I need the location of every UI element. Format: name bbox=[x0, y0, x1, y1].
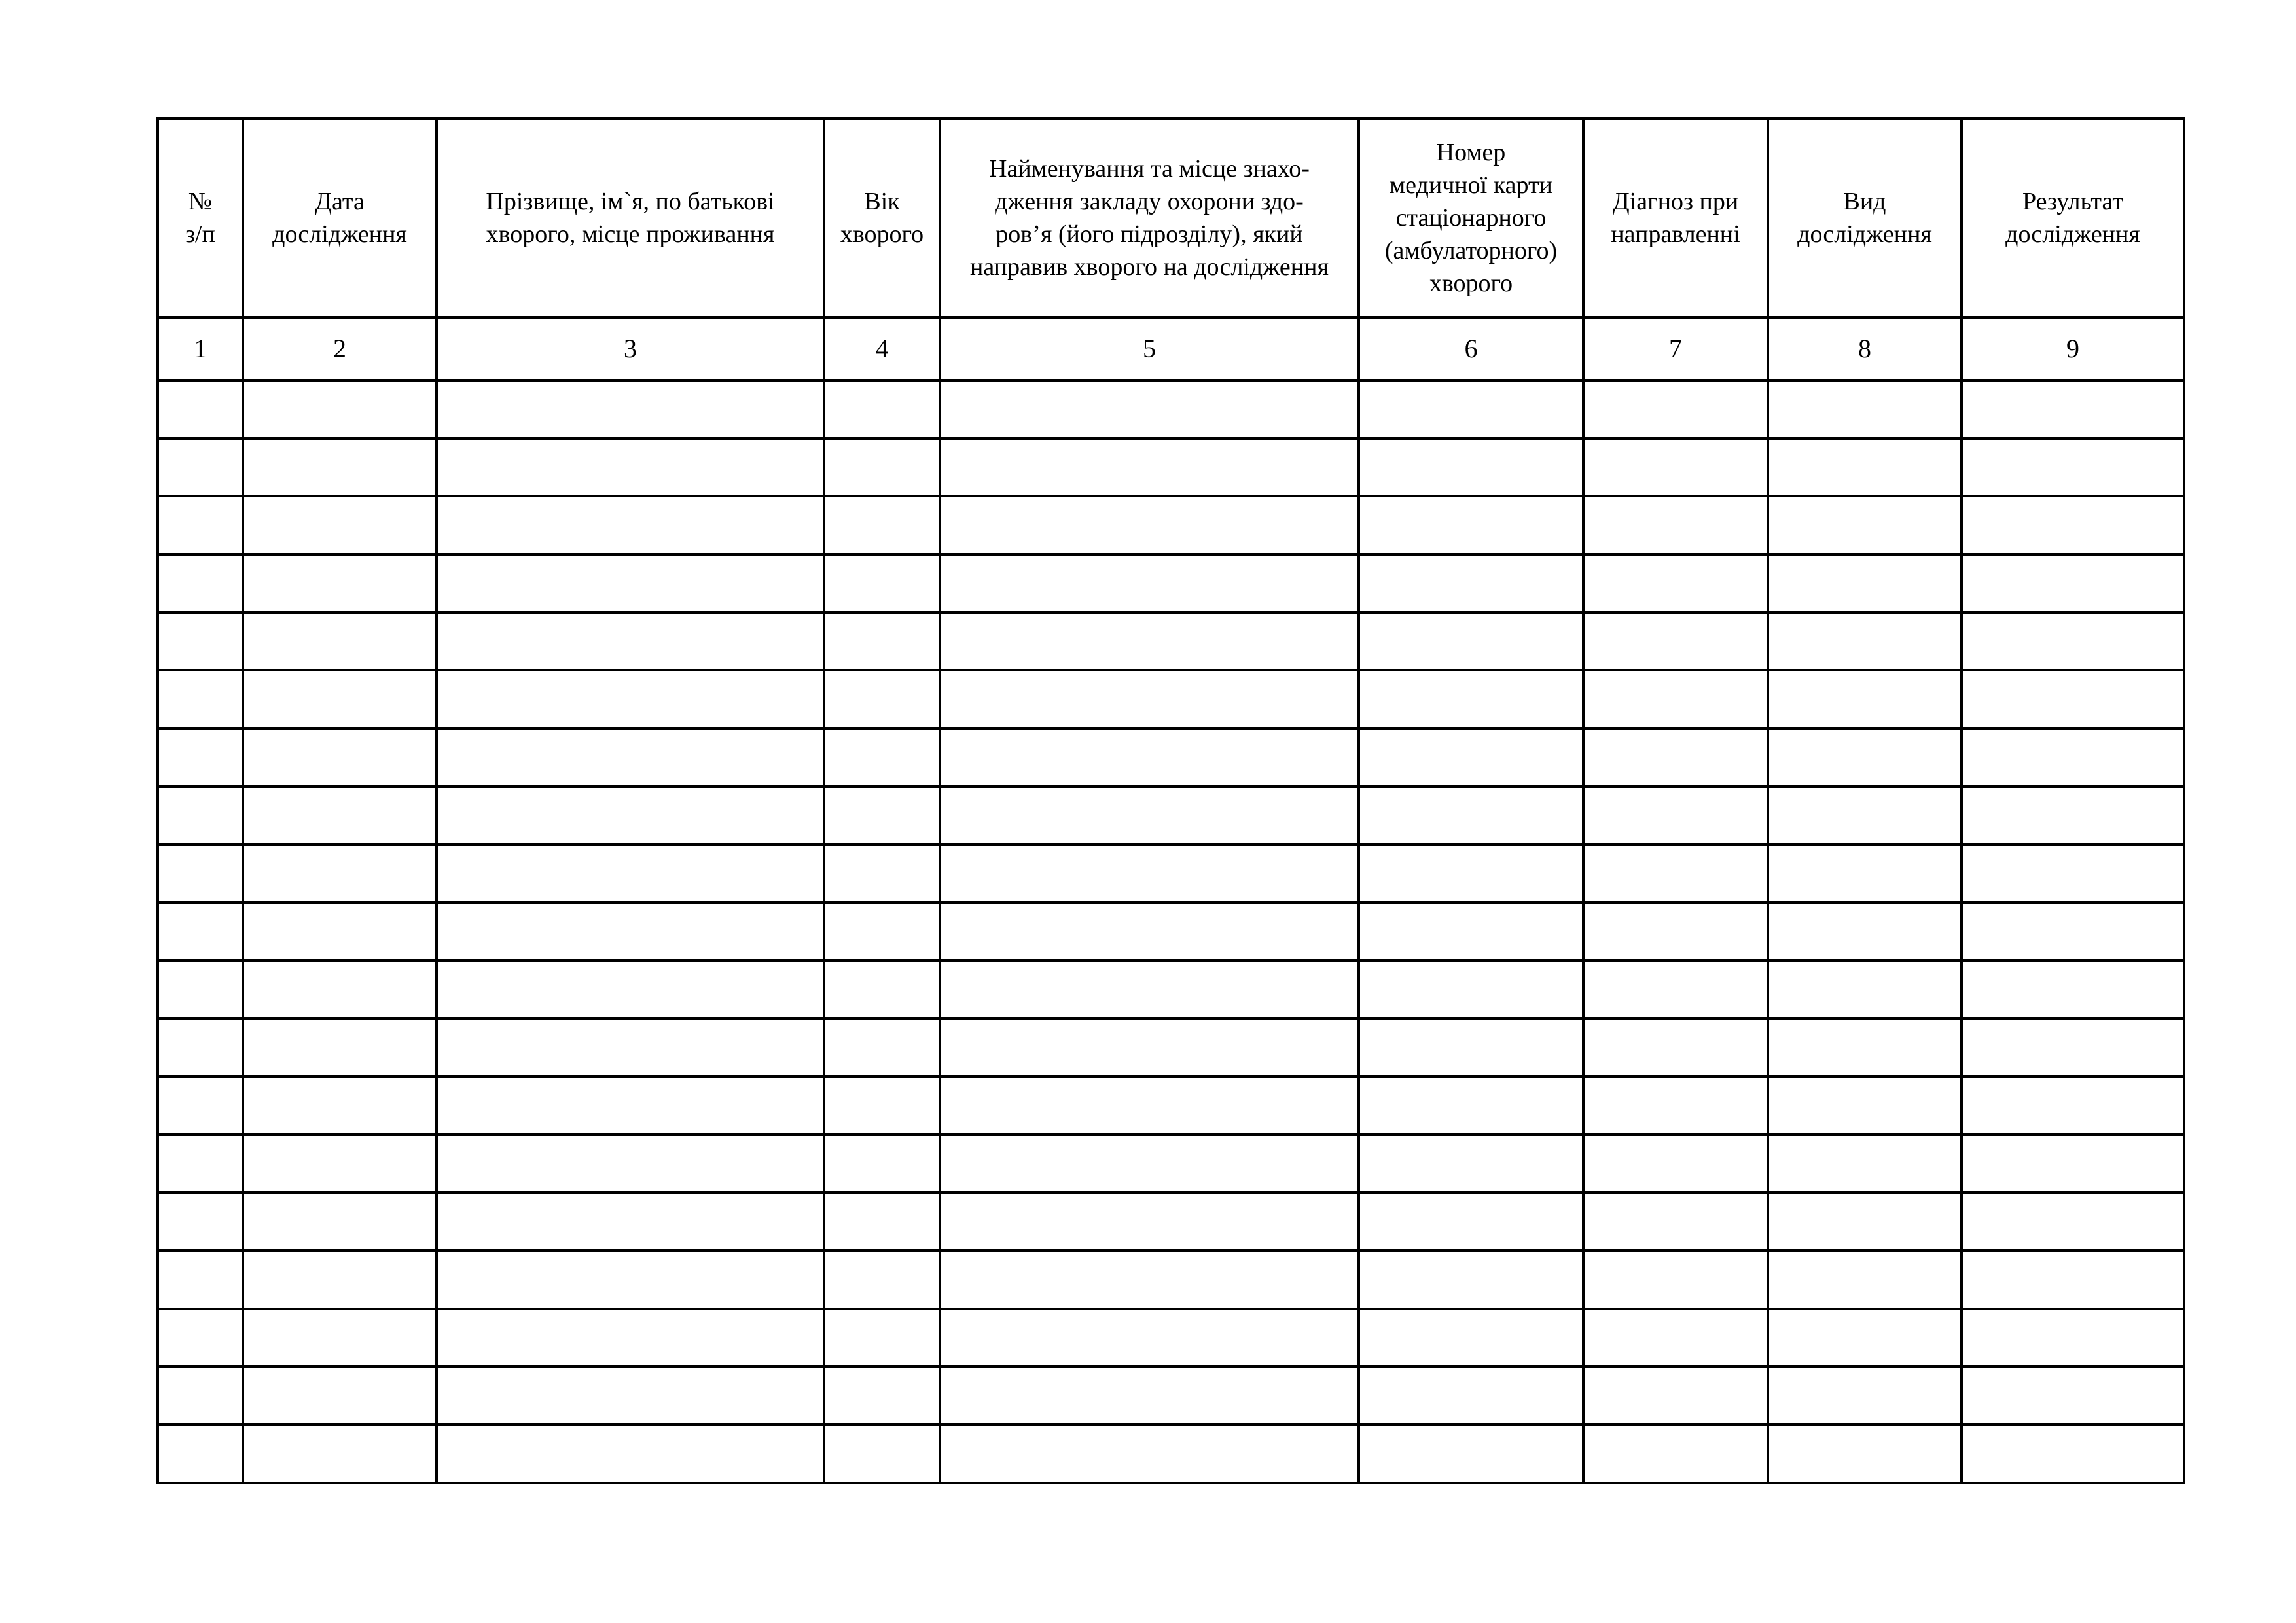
table-row bbox=[158, 1309, 2184, 1367]
table-cell[interactable] bbox=[158, 1251, 243, 1309]
table-cell[interactable] bbox=[1583, 1425, 1768, 1483]
table-cell[interactable] bbox=[1962, 1251, 2184, 1309]
table-cell[interactable] bbox=[824, 613, 940, 671]
table-cell[interactable] bbox=[1962, 380, 2184, 438]
table-cell[interactable] bbox=[1583, 787, 1768, 845]
table-cell[interactable] bbox=[1359, 902, 1583, 961]
table-cell[interactable] bbox=[243, 1192, 437, 1251]
table-cell[interactable] bbox=[940, 438, 1359, 497]
column-number-cell: 3 bbox=[437, 317, 824, 380]
table-cell[interactable] bbox=[158, 1309, 243, 1367]
table-cell[interactable] bbox=[437, 613, 824, 671]
table-cell[interactable] bbox=[437, 1135, 824, 1193]
column-number-cell: 4 bbox=[824, 317, 940, 380]
table-cell[interactable] bbox=[1583, 670, 1768, 728]
table-cell[interactable] bbox=[437, 670, 824, 728]
table-cell[interactable] bbox=[1583, 1018, 1768, 1077]
table-row bbox=[158, 380, 2184, 438]
table-cell[interactable] bbox=[824, 728, 940, 787]
table-cell[interactable] bbox=[1962, 554, 2184, 613]
table-cell[interactable] bbox=[940, 902, 1359, 961]
table-cell[interactable] bbox=[158, 1135, 243, 1193]
table-row bbox=[158, 787, 2184, 845]
column-number-cell: 1 bbox=[158, 317, 243, 380]
table-body bbox=[158, 380, 2184, 1483]
table-cell[interactable] bbox=[1768, 1309, 1962, 1367]
table-cell[interactable] bbox=[243, 728, 437, 787]
table-cell[interactable] bbox=[1962, 1135, 2184, 1193]
table-cell[interactable] bbox=[1583, 1251, 1768, 1309]
table-cell[interactable] bbox=[1768, 613, 1962, 671]
header-cell-examination-type: Вид дослідження bbox=[1768, 118, 1962, 317]
table-cell[interactable] bbox=[1583, 1309, 1768, 1367]
table-cell[interactable] bbox=[824, 670, 940, 728]
table-cell[interactable] bbox=[158, 496, 243, 554]
table-cell[interactable] bbox=[824, 1135, 940, 1193]
table-cell[interactable] bbox=[437, 902, 824, 961]
table-cell[interactable] bbox=[1962, 613, 2184, 671]
table-cell[interactable] bbox=[940, 1135, 1359, 1193]
table-cell[interactable] bbox=[437, 844, 824, 902]
table-row bbox=[158, 961, 2184, 1019]
table-cell[interactable] bbox=[1583, 902, 1768, 961]
table-cell[interactable] bbox=[940, 787, 1359, 845]
table-cell[interactable] bbox=[158, 613, 243, 671]
table-cell[interactable] bbox=[1359, 1135, 1583, 1193]
table-cell[interactable] bbox=[158, 902, 243, 961]
table-cell[interactable] bbox=[824, 902, 940, 961]
table-cell[interactable] bbox=[437, 1077, 824, 1135]
table-cell[interactable] bbox=[437, 1366, 824, 1425]
header-cell-date: Дата дослідження bbox=[243, 118, 437, 317]
table-cell[interactable] bbox=[1962, 438, 2184, 497]
table-row bbox=[158, 902, 2184, 961]
table-cell[interactable] bbox=[940, 844, 1359, 902]
table-row bbox=[158, 1077, 2184, 1135]
register-table bbox=[156, 117, 2185, 1484]
table-cell[interactable] bbox=[1583, 496, 1768, 554]
table-cell[interactable] bbox=[158, 1018, 243, 1077]
column-number-cell: 2 bbox=[243, 317, 437, 380]
table-cell[interactable] bbox=[243, 496, 437, 554]
table-row bbox=[158, 496, 2184, 554]
table-cell[interactable] bbox=[1962, 1425, 2184, 1483]
table-row bbox=[158, 844, 2184, 902]
table-cell[interactable] bbox=[1768, 787, 1962, 845]
table-cell[interactable] bbox=[1962, 670, 2184, 728]
table-cell[interactable] bbox=[1359, 496, 1583, 554]
table-cell[interactable] bbox=[1768, 380, 1962, 438]
table-cell[interactable] bbox=[1768, 844, 1962, 902]
table-cell[interactable] bbox=[1359, 670, 1583, 728]
table-cell[interactable] bbox=[1768, 728, 1962, 787]
table-row bbox=[158, 1135, 2184, 1193]
header-cell-patient-name: Прізвище, ім`я, по батькові хворого, місце проживання bbox=[437, 118, 824, 317]
table-cell[interactable] bbox=[158, 844, 243, 902]
table-cell[interactable] bbox=[158, 380, 243, 438]
table-cell[interactable] bbox=[1359, 380, 1583, 438]
table-cell[interactable] bbox=[1768, 1425, 1962, 1483]
table-cell[interactable] bbox=[940, 1018, 1359, 1077]
table-cell[interactable] bbox=[940, 1309, 1359, 1367]
table-cell[interactable] bbox=[1359, 961, 1583, 1019]
table-cell[interactable] bbox=[1583, 1135, 1768, 1193]
table-cell[interactable] bbox=[243, 902, 437, 961]
table-cell[interactable] bbox=[940, 1192, 1359, 1251]
table-cell[interactable] bbox=[940, 670, 1359, 728]
column-number-row bbox=[158, 317, 2184, 380]
table-cell[interactable] bbox=[243, 787, 437, 845]
table-cell[interactable] bbox=[1962, 1192, 2184, 1251]
table-cell[interactable] bbox=[243, 1018, 437, 1077]
table-cell[interactable] bbox=[1962, 1077, 2184, 1135]
table-cell[interactable] bbox=[940, 613, 1359, 671]
table-cell[interactable] bbox=[437, 728, 824, 787]
table-cell[interactable] bbox=[1583, 1192, 1768, 1251]
table-cell[interactable] bbox=[243, 844, 437, 902]
table-cell[interactable] bbox=[1359, 728, 1583, 787]
table-cell[interactable] bbox=[158, 961, 243, 1019]
table-cell[interactable] bbox=[158, 1366, 243, 1425]
table-cell[interactable] bbox=[1359, 438, 1583, 497]
table-cell[interactable] bbox=[243, 554, 437, 613]
table-row bbox=[158, 438, 2184, 497]
table-cell[interactable] bbox=[158, 438, 243, 497]
table-cell[interactable] bbox=[1962, 1018, 2184, 1077]
table-cell[interactable] bbox=[1768, 1192, 1962, 1251]
header-cell-examination-result: Результат дослідження bbox=[1962, 118, 2184, 317]
header-cell-referring-facility: Найменування та місце знахо- дження закладу охорони здо- ров’я (його підрозділу), який направив хворого на дослідження bbox=[940, 118, 1359, 317]
table-cell[interactable] bbox=[824, 844, 940, 902]
table-row bbox=[158, 670, 2184, 728]
table-cell[interactable] bbox=[1359, 1425, 1583, 1483]
table-cell[interactable] bbox=[1962, 902, 2184, 961]
table-cell[interactable] bbox=[1359, 1309, 1583, 1367]
table-cell[interactable] bbox=[158, 554, 243, 613]
table-cell[interactable] bbox=[243, 1077, 437, 1135]
column-number-cell: 9 bbox=[1962, 317, 2184, 380]
table-cell[interactable] bbox=[824, 1077, 940, 1135]
header-row bbox=[158, 118, 2184, 317]
table-cell[interactable] bbox=[1768, 1135, 1962, 1193]
table-cell[interactable] bbox=[1962, 844, 2184, 902]
table-cell[interactable] bbox=[437, 554, 824, 613]
table-cell[interactable] bbox=[940, 380, 1359, 438]
table-cell[interactable] bbox=[243, 380, 437, 438]
table-cell[interactable] bbox=[437, 1018, 824, 1077]
table-cell[interactable] bbox=[940, 1251, 1359, 1309]
header-cell-number: № з/п bbox=[158, 118, 243, 317]
table-cell[interactable] bbox=[1583, 961, 1768, 1019]
table-cell[interactable] bbox=[1583, 844, 1768, 902]
table-cell[interactable] bbox=[1359, 1192, 1583, 1251]
header-cell-medical-card-number: Номер медичної карти стаціонарного (амбулаторного) хворого bbox=[1359, 118, 1583, 317]
table-cell[interactable] bbox=[1768, 1077, 1962, 1135]
table-cell[interactable] bbox=[158, 1077, 243, 1135]
table-cell[interactable] bbox=[940, 1077, 1359, 1135]
table-cell[interactable] bbox=[1768, 1018, 1962, 1077]
table-cell[interactable] bbox=[437, 1309, 824, 1367]
table-cell[interactable] bbox=[243, 613, 437, 671]
table-cell[interactable] bbox=[437, 1192, 824, 1251]
table-cell[interactable] bbox=[1583, 554, 1768, 613]
table-cell[interactable] bbox=[243, 1135, 437, 1193]
table-cell[interactable] bbox=[243, 1251, 437, 1309]
table-cell[interactable] bbox=[940, 1366, 1359, 1425]
table-row bbox=[158, 728, 2184, 787]
header-cell-diagnosis: Діагноз при направленні bbox=[1583, 118, 1768, 317]
table-cell[interactable] bbox=[1962, 787, 2184, 845]
table-cell[interactable] bbox=[243, 670, 437, 728]
table-cell[interactable] bbox=[158, 1425, 243, 1483]
table-cell[interactable] bbox=[824, 438, 940, 497]
table-cell[interactable] bbox=[437, 1425, 824, 1483]
table-row bbox=[158, 1251, 2184, 1309]
table-cell[interactable] bbox=[1768, 554, 1962, 613]
header-cell-age: Вік хворого bbox=[824, 118, 940, 317]
column-number-cell: 8 bbox=[1768, 317, 1962, 380]
table-cell[interactable] bbox=[1768, 902, 1962, 961]
table-cell[interactable] bbox=[940, 961, 1359, 1019]
table-cell[interactable] bbox=[1768, 496, 1962, 554]
table-cell[interactable] bbox=[1359, 1366, 1583, 1425]
table-cell[interactable] bbox=[940, 728, 1359, 787]
table-cell[interactable] bbox=[437, 961, 824, 1019]
table-cell[interactable] bbox=[437, 496, 824, 554]
table-cell[interactable] bbox=[243, 1366, 437, 1425]
table-cell[interactable] bbox=[824, 1425, 940, 1483]
table-row bbox=[158, 613, 2184, 671]
table-cell[interactable] bbox=[1768, 961, 1962, 1019]
table-cell[interactable] bbox=[1583, 1077, 1768, 1135]
table-cell[interactable] bbox=[1583, 613, 1768, 671]
table-cell[interactable] bbox=[1583, 728, 1768, 787]
table-cell[interactable] bbox=[437, 438, 824, 497]
table-row bbox=[158, 554, 2184, 613]
table-cell[interactable] bbox=[1583, 438, 1768, 497]
table-row bbox=[158, 1192, 2184, 1251]
table-cell[interactable] bbox=[1359, 787, 1583, 845]
table-cell[interactable] bbox=[1359, 613, 1583, 671]
table-row bbox=[158, 1018, 2184, 1077]
table-cell[interactable] bbox=[1962, 1309, 2184, 1367]
table-cell[interactable] bbox=[1359, 1077, 1583, 1135]
table-row bbox=[158, 1366, 2184, 1425]
table-cell[interactable] bbox=[158, 728, 243, 787]
table-cell[interactable] bbox=[1768, 1366, 1962, 1425]
column-number-cell: 5 bbox=[940, 317, 1359, 380]
table-cell[interactable] bbox=[243, 1425, 437, 1483]
table-cell[interactable] bbox=[1962, 496, 2184, 554]
table-cell[interactable] bbox=[1583, 380, 1768, 438]
table-cell[interactable] bbox=[824, 961, 940, 1019]
table-cell[interactable] bbox=[824, 1366, 940, 1425]
table-cell[interactable] bbox=[824, 787, 940, 845]
table-cell[interactable] bbox=[824, 1192, 940, 1251]
table-cell[interactable] bbox=[1359, 1018, 1583, 1077]
table-cell[interactable] bbox=[1962, 961, 2184, 1019]
table-cell[interactable] bbox=[437, 1251, 824, 1309]
table-cell[interactable] bbox=[243, 961, 437, 1019]
column-number-cell: 7 bbox=[1583, 317, 1768, 380]
table-cell[interactable] bbox=[1359, 844, 1583, 902]
table-cell[interactable] bbox=[1962, 1366, 2184, 1425]
table-cell[interactable] bbox=[824, 1309, 940, 1367]
table-cell[interactable] bbox=[824, 1251, 940, 1309]
table-cell[interactable] bbox=[1359, 1251, 1583, 1309]
table-cell[interactable] bbox=[243, 1309, 437, 1367]
table-cell[interactable] bbox=[158, 787, 243, 845]
table-row bbox=[158, 1425, 2184, 1483]
table-cell[interactable] bbox=[437, 380, 824, 438]
table-cell[interactable] bbox=[1583, 1366, 1768, 1425]
table-cell[interactable] bbox=[1768, 438, 1962, 497]
table-cell[interactable] bbox=[243, 438, 437, 497]
column-number-cell: 6 bbox=[1359, 317, 1583, 380]
table-cell[interactable] bbox=[158, 1192, 243, 1251]
table-cell[interactable] bbox=[1768, 1251, 1962, 1309]
table-cell[interactable] bbox=[940, 554, 1359, 613]
table-cell[interactable] bbox=[1768, 670, 1962, 728]
table-cell[interactable] bbox=[940, 1425, 1359, 1483]
table-cell[interactable] bbox=[1962, 728, 2184, 787]
table-cell[interactable] bbox=[1359, 554, 1583, 613]
table-cell[interactable] bbox=[158, 670, 243, 728]
table-cell[interactable] bbox=[824, 496, 940, 554]
table-cell[interactable] bbox=[824, 554, 940, 613]
table-cell[interactable] bbox=[940, 496, 1359, 554]
table-cell[interactable] bbox=[824, 1018, 940, 1077]
table-cell[interactable] bbox=[824, 380, 940, 438]
table-cell[interactable] bbox=[437, 787, 824, 845]
